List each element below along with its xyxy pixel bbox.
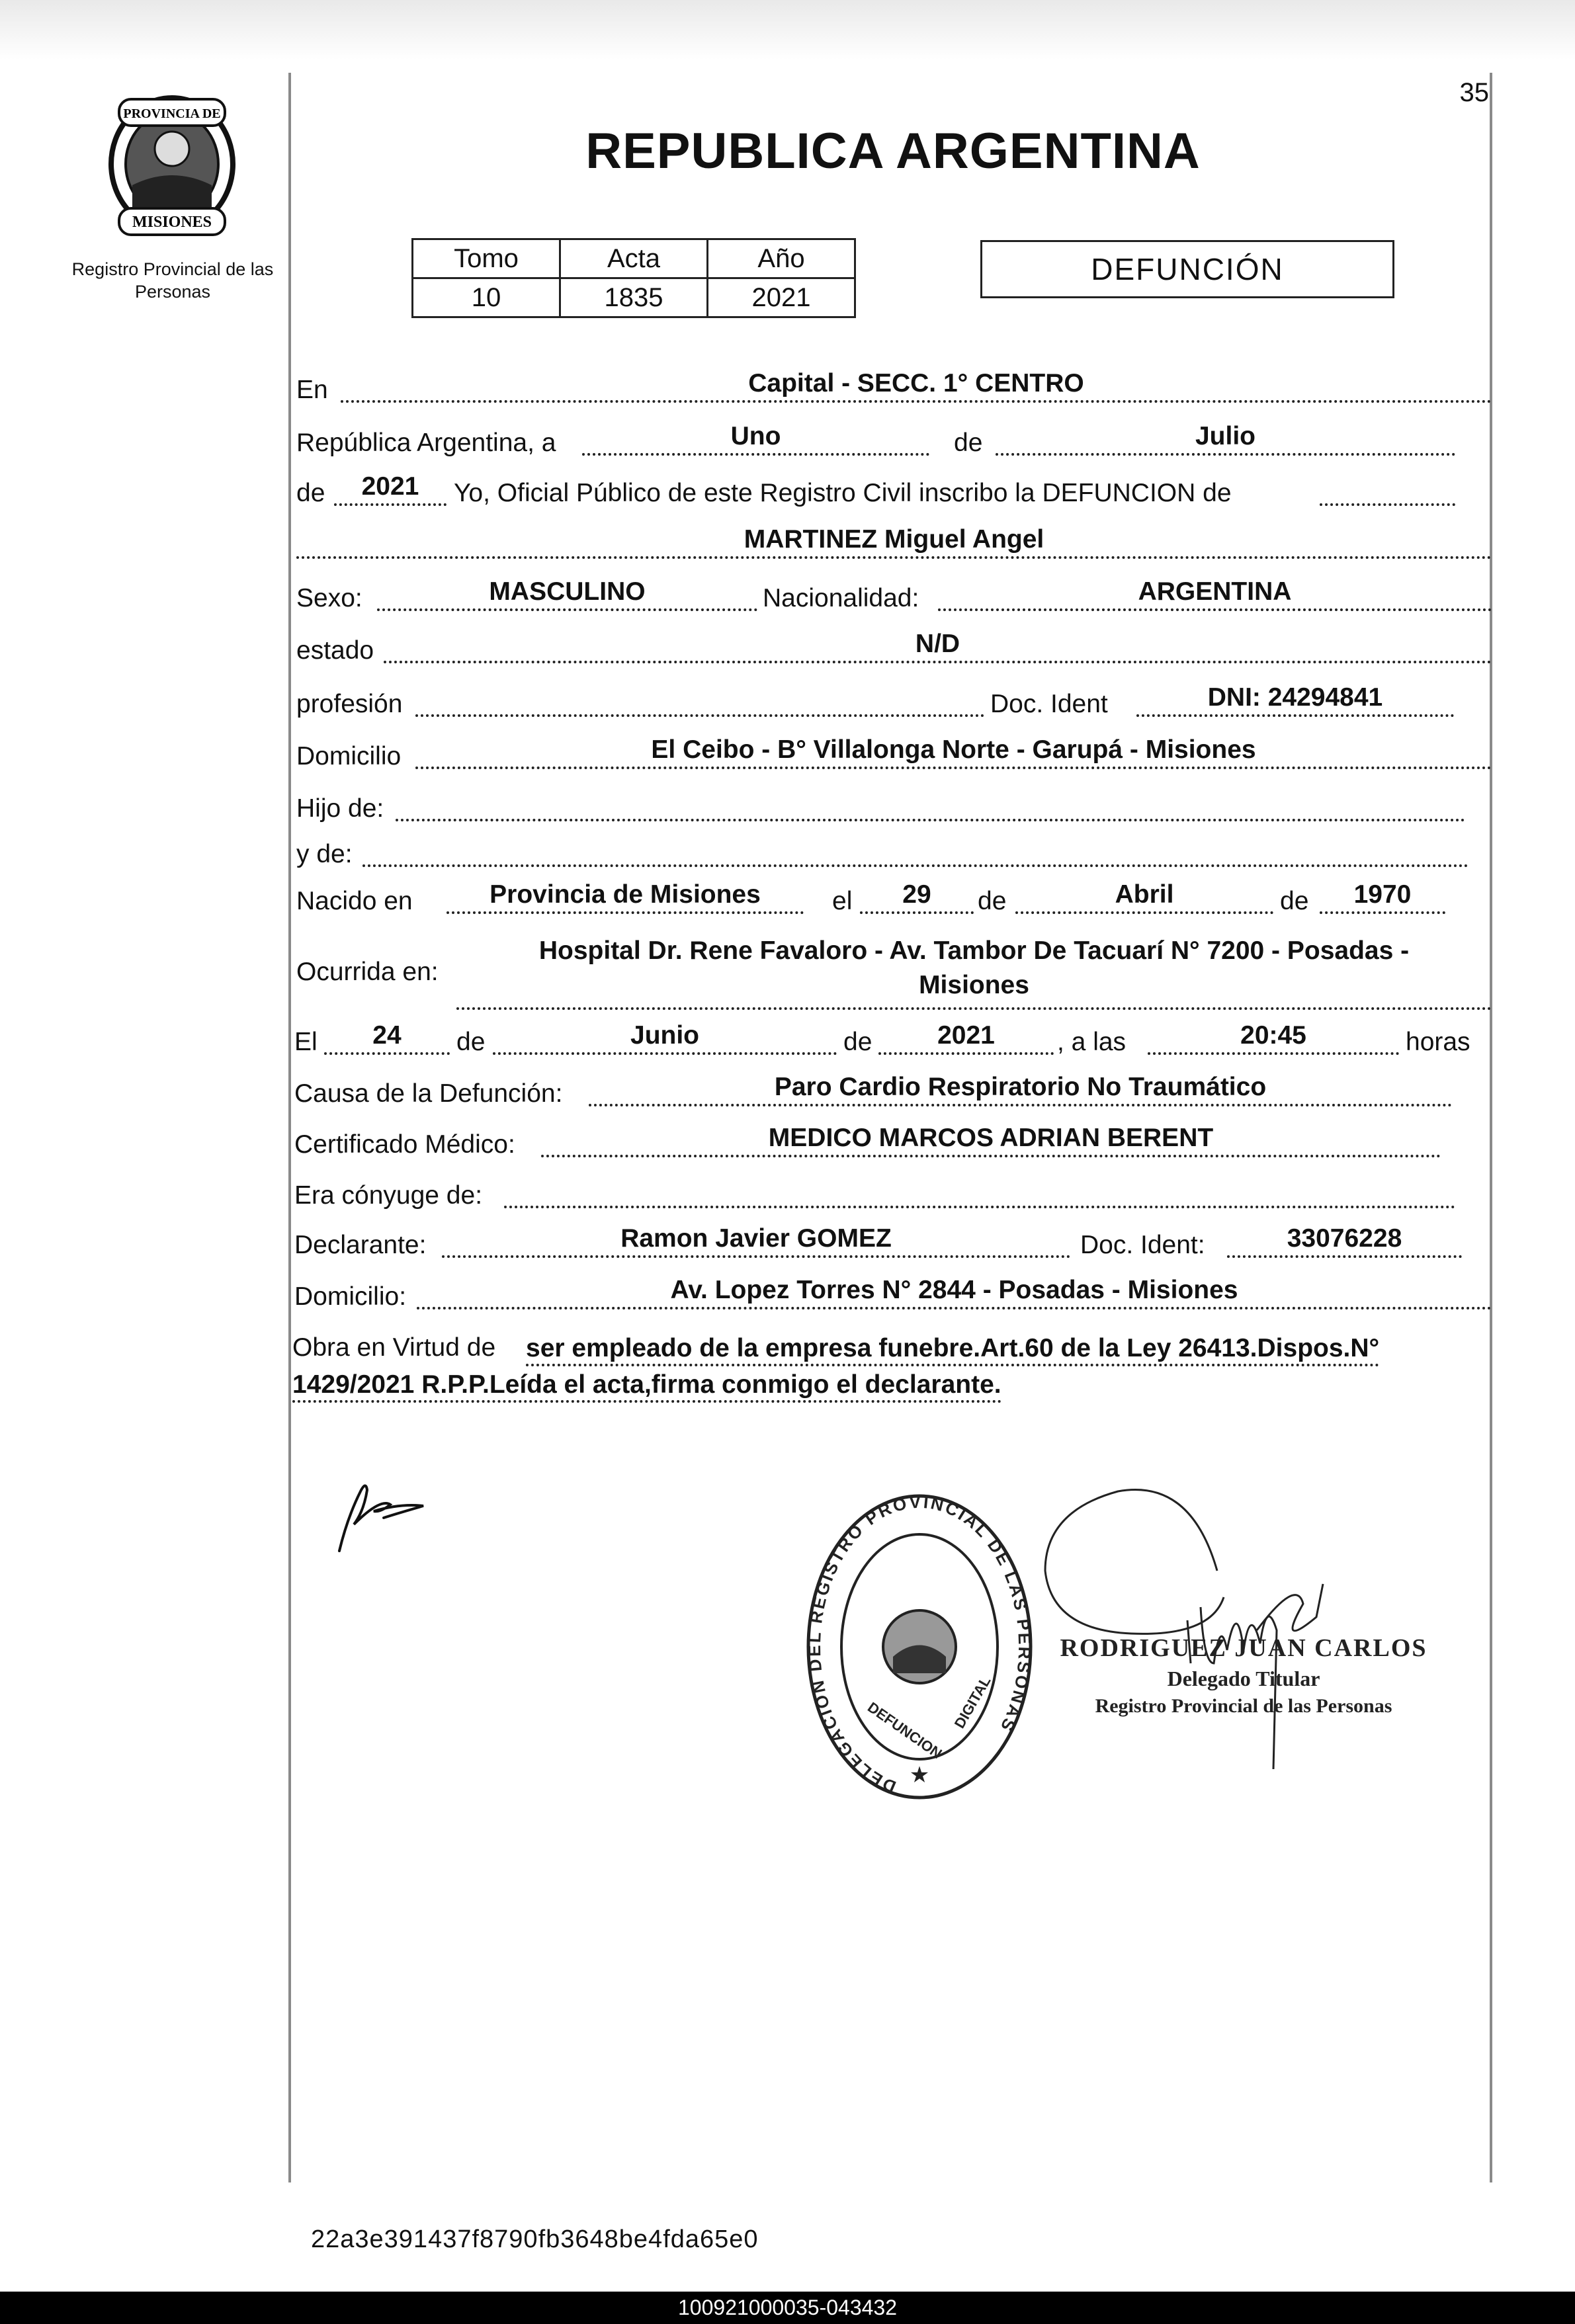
stamp-star-icon: ★ [909,1763,930,1788]
doc-ident-value: DNI: 24294841 [1136,683,1454,717]
nacido-anio-value: 1970 [1320,880,1445,914]
de-label-1: de [954,429,983,457]
registry-caption: Registro Provincial de las Personas [71,259,274,302]
signature-block [1058,1634,1429,1718]
obra-line-1 [526,1331,1492,1366]
scan-shadow [0,0,1575,60]
ref-header-anio: Año [708,239,855,278]
year-value: 2021 [334,472,447,506]
declarant-signature [327,1472,433,1557]
stamp-inner-left: DEFUNCION [865,1698,945,1763]
ocurrida-line-2: Misiones [919,971,1029,999]
fallec-dia-value: 24 [324,1020,450,1055]
fallec-mes-value: Junio [493,1020,837,1055]
republica-label: República Argentina, a [296,429,556,457]
a-las-label: , a las [1057,1028,1127,1056]
document-hash: 22a3e391437f8790fb3648be4fda65e0 [311,2225,759,2253]
profesion-blank [415,683,984,717]
nacido-label: Nacido en [296,887,413,915]
nacionalidad-value: ARGENTINA [938,577,1492,611]
document-kind-box [980,240,1394,298]
month-value: Julio [996,421,1455,456]
obra-label: Obra en Virtud de [292,1333,496,1362]
fallec-anio-value: 2021 [878,1020,1054,1055]
year-prefix-label: de [296,479,325,507]
obra-line-1-text: ser empleado de la empresa funebre.Art.60 de la Ley 26413.Dispos.N° [526,1334,1379,1366]
declarante-value: Ramon Javier GOMEZ [442,1224,1070,1258]
doc-ident-label: Doc. Ident [990,690,1108,718]
ocurrida-value [456,934,1492,1010]
el-cap-label: El [294,1028,318,1056]
officer-org: Registro Provincial de las Personas [1095,1695,1392,1717]
ref-header-tomo: Tomo [413,239,560,278]
barcode-text: 100921000035-043432 [678,2296,897,2319]
ocurrida-line-1: Hospital Dr. Rene Favaloro - Av. Tambor De Tacuarí N° 7200 - Posadas - [538,936,1410,965]
de-label-4: de [456,1028,486,1056]
causa-value: Paro Cardio Respiratorio No Traumático [589,1072,1452,1106]
barcode-band [0,2292,1575,2324]
nacido-dia-value: 29 [860,880,974,914]
reference-value-row [413,278,855,317]
officer-name: RODRIGUEZ JUAN CARLOS [1060,1634,1427,1662]
decl-doc-label: Doc. Ident: [1080,1231,1205,1259]
officer-title: Delegado Titular [1167,1667,1320,1690]
en-label: En [296,376,328,404]
ref-value-anio: 2021 [708,278,855,317]
misiones-seal-logo [93,86,251,245]
de-label-5: de [843,1028,873,1056]
y-de-label: y de: [296,840,353,868]
hijo-blank [396,787,1465,821]
ref-value-acta: 1835 [560,278,708,317]
de-label-2: de [978,887,1007,915]
day-words-value: Uno [582,421,929,456]
estado-label: estado [296,636,374,665]
conyuge-blank [504,1174,1455,1208]
statement-text: Yo, Oficial Público de este Registro Civil inscribo la DEFUNCION de [454,479,1232,507]
statement-blank [1320,472,1455,506]
ref-value-tomo: 10 [413,278,560,317]
decl-domicilio-value: Av. Lopez Torres N° 2844 - Posadas - Misiones [417,1275,1492,1309]
ref-header-acta: Acta [560,239,708,278]
hora-value: 20:45 [1148,1020,1399,1055]
place-value: Capital - SECC. 1° CENTRO [341,368,1492,403]
nacionalidad-label: Nacionalidad: [763,584,919,612]
horas-label: horas [1406,1028,1470,1056]
stamp-inner-right: DIGITAL [951,1673,994,1731]
reference-header-row [413,239,855,278]
official-stamp [804,1491,1035,1802]
certificado-label: Certificado Médico: [294,1130,515,1159]
nacido-lugar-value: Provincia de Misiones [447,880,804,914]
left-margin-line [288,73,291,2182]
profesion-label: profesión [296,690,403,718]
ocurrida-label: Ocurrida en: [296,958,439,986]
hijo-label: Hijo de: [296,794,384,823]
document-kind: DEFUNCIÓN [1091,252,1284,286]
causa-label: Causa de la Defunción: [294,1079,563,1108]
y-de-blank [362,833,1469,867]
domicilio-value: El Ceibo - B° Villalonga Norte - Garupá - Misiones [415,735,1492,769]
obra-line-2-text: 1429/2021 R.P.P.Leída el acta,firma conmigo el declarante. [292,1370,1001,1403]
page-number: 35 [1459,78,1489,107]
nacido-mes-value: Abril [1015,880,1273,914]
declarante-label: Declarante: [294,1231,427,1259]
de-label-3: de [1280,887,1309,915]
el-label: el [832,887,853,915]
estado-value: N/D [384,629,1492,663]
decl-domicilio-label: Domicilio: [294,1282,407,1311]
page-title: REPUBLICA ARGENTINA [585,123,1201,179]
seal-motto-bottom: MISIONES [132,214,212,231]
officer-signature [1039,1465,1409,1769]
obra-line-2 [292,1367,1001,1403]
decl-doc-value: 33076228 [1227,1224,1462,1258]
seal-motto-top: PROVINCIA DE [123,106,221,121]
deceased-name-value: MARTINEZ Miguel Angel [296,524,1492,559]
stamp-ring-text: DELEGACION DEL REGISTRO PROVINCIAL DE LAS PERSONAS [804,1491,1035,1798]
sexo-label: Sexo: [296,584,362,612]
reference-table [411,238,856,318]
certificado-value: MEDICO MARCOS ADRIAN BERENT [541,1123,1441,1157]
domicilio-label: Domicilio [296,742,402,770]
sexo-value: MASCULINO [377,577,757,611]
conyuge-label: Era cónyuge de: [294,1181,483,1210]
